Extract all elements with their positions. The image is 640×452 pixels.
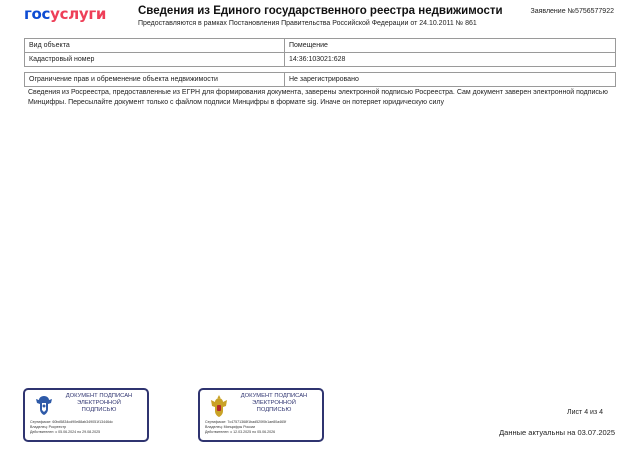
- object-info-table: [24, 38, 616, 67]
- stamp-details: Сертификат: 60bd5834cd90e88ab349051f13446dc Владелец: Росреестр Действителен: с 05.06.2024 по 29.08.2025: [30, 420, 113, 434]
- table-cell-value: Помещение: [285, 39, 616, 53]
- table-row: [25, 39, 616, 53]
- legal-note: Сведения из Росреестра, предоставленные из ЕГРН для формирования документа, заверены электронной подписью Росреестра. Сам документ заверен электронной подписью Минцифры. Пересылайте документ только с файлом подписи Минцифры в формате sig. Иначе он потеряет юридическую силу: [28, 89, 608, 106]
- document-header: [0, 0, 640, 34]
- table-row: [25, 73, 616, 87]
- gosuslugi-logo: госуслуги: [24, 5, 107, 23]
- russia-coat-of-arms-icon: [208, 393, 230, 419]
- table-cell-value: Не зарегистрировано: [285, 73, 616, 87]
- table-cell-key: Кадастровый номер: [25, 53, 285, 67]
- statement-number: Заявление №5756577922: [530, 8, 614, 15]
- document-title: Сведения из Единого государственного реестра недвижимости: [138, 5, 503, 17]
- stamp-details: Сертификат: 7c47571368f1bad520f0b1ae80a465f Владелец: Минцифры России Действителен: с 12.03.2025 по 05.06.2026: [205, 420, 287, 434]
- signature-stamp-mincifry: [198, 388, 324, 442]
- rosreestr-emblem-icon: [33, 393, 55, 419]
- encumbrance-table: [24, 72, 616, 87]
- table-row: [25, 53, 616, 67]
- table-cell-value: 14:36:103021:628: [285, 53, 616, 67]
- document-subtitle: Предоставляются в рамках Постановления Правительства Российской Федерации от 24.10.2011 № 861: [138, 20, 477, 27]
- signature-stamp-rosreestr: [23, 388, 149, 442]
- stamp-title: ДОКУМЕНТ ПОДПИСАН ЭЛЕКТРОННОЙ ПОДПИСЬЮ: [65, 393, 133, 413]
- stamp-title: ДОКУМЕНТ ПОДПИСАН ЭЛЕКТРОННОЙ ПОДПИСЬЮ: [240, 393, 308, 413]
- sheet-counter: Лист 4 из 4: [567, 409, 603, 416]
- data-actual-date: Данные актуальны на 03.07.2025: [499, 428, 615, 437]
- table-cell-key: Ограничение прав и обременение объекта недвижимости: [25, 73, 285, 87]
- table-cell-key: Вид объекта: [25, 39, 285, 53]
